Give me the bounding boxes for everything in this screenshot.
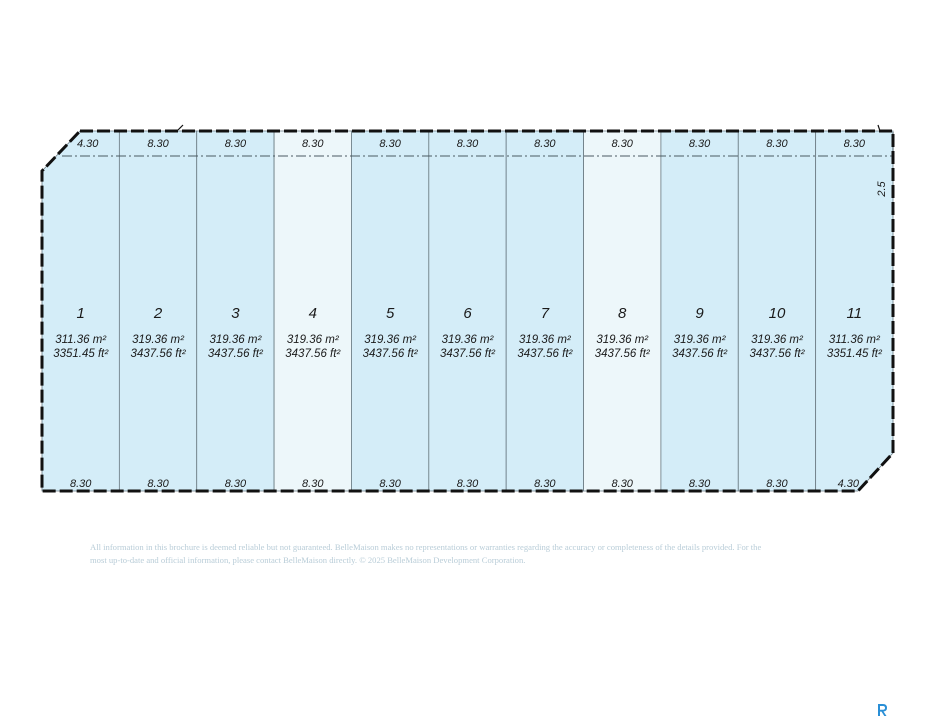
lot-3-rear-width: 8.30 [224,478,247,490]
lot-5-front-width: 8.30 [379,138,401,150]
lot-10-number: 10 [768,305,786,322]
lot-6-area-m2: 319.36 m² [441,334,494,346]
lot-8-area-m2: 319.36 m² [596,334,649,346]
lot-4-front-width: 8.30 [302,138,324,150]
lot-3-area-m2: 319.36 m² [209,334,262,346]
lot-9-front-width: 8.30 [688,138,711,150]
lot-4-area-m2: 319.36 m² [286,334,339,346]
lot-11-area-ft2: 3351.45 ft² [826,348,882,360]
lot-3-number: 3 [231,305,240,322]
survey-tick-mark [178,125,183,130]
lot-3-area-ft2: 3437.56 ft² [207,348,263,360]
lot-1-front-width: 4.30 [76,138,99,150]
lot-5-rear-width: 8.30 [379,478,401,490]
lot-5-area-ft2: 3437.56 ft² [362,348,418,360]
lot-7-front-width: 8.30 [534,138,556,150]
lot-9-number: 9 [695,305,704,322]
lot-9-area-m2: 319.36 m² [673,334,726,346]
lot-10-area-m2: 319.36 m² [751,334,803,346]
lot-2-rear-width: 8.30 [147,478,169,490]
lot-1-area-ft2: 3351.45 ft² [53,348,109,360]
lot-4-area-ft2: 3437.56 ft² [285,348,341,360]
setback-dimension-label: 2.5 [876,181,888,197]
lot-4-rear-width: 8.30 [302,478,324,490]
lot-2-front-width: 8.30 [147,138,169,150]
disclaimer-line-1: All information in this brochure is deemed reliable but not guaranteed. BelleMaison makes no representations or warranties regarding the accuracy or completeness of the details provided. For the [90,542,762,552]
lot-1-rear-width: 8.30 [69,478,92,490]
lot-7-area-ft2: 3437.56 ft² [517,348,573,360]
lot-10-rear-width: 8.30 [766,478,788,490]
lot-8-rear-width: 8.30 [611,478,633,490]
realtor-logo-icon [876,703,888,717]
lot-3-front-width: 8.30 [224,138,247,150]
disclaimer-line-2: most up-to-date and official information, please contact BelleMaison directly. © 2025 BelleMaison Development Corporation. [90,555,526,565]
lot-11-front-width: 8.30 [843,138,866,150]
lot-11-rear-width: 4.30 [837,478,860,490]
lot-7-number: 7 [540,305,550,322]
lot-8-front-width: 8.30 [611,138,633,150]
lot-6-area-ft2: 3437.56 ft² [440,348,495,360]
lot-6-number: 6 [463,305,472,322]
lot-2-area-ft2: 3437.56 ft² [130,348,186,360]
lot-1-area-m2: 311.36 m² [55,334,107,346]
lot-10-front-width: 8.30 [766,138,788,150]
lot-11-number: 11 [846,305,863,322]
lot-5-area-m2: 319.36 m² [364,334,417,346]
lot-9-area-ft2: 3437.56 ft² [672,348,728,360]
lot-2-number: 2 [153,305,163,322]
disclaimer-text [90,541,850,567]
lot-2-area-m2: 319.36 m² [132,334,184,346]
lot-4-number: 4 [308,305,317,322]
lot-9-rear-width: 8.30 [688,478,711,490]
lot-6-front-width: 8.30 [456,138,479,150]
lot-7-area-m2: 319.36 m² [518,334,571,346]
lot-10-area-ft2: 3437.56 ft² [749,348,805,360]
lot-5-number: 5 [385,305,395,322]
lot-7-rear-width: 8.30 [534,478,556,490]
lot-11-area-m2: 311.36 m² [828,334,880,346]
lot-6-rear-width: 8.30 [456,478,479,490]
lots [42,131,893,491]
lot-8-area-ft2: 3437.56 ft² [594,348,650,360]
lot-1-number: 1 [76,305,85,322]
lot-8-number: 8 [618,305,627,322]
